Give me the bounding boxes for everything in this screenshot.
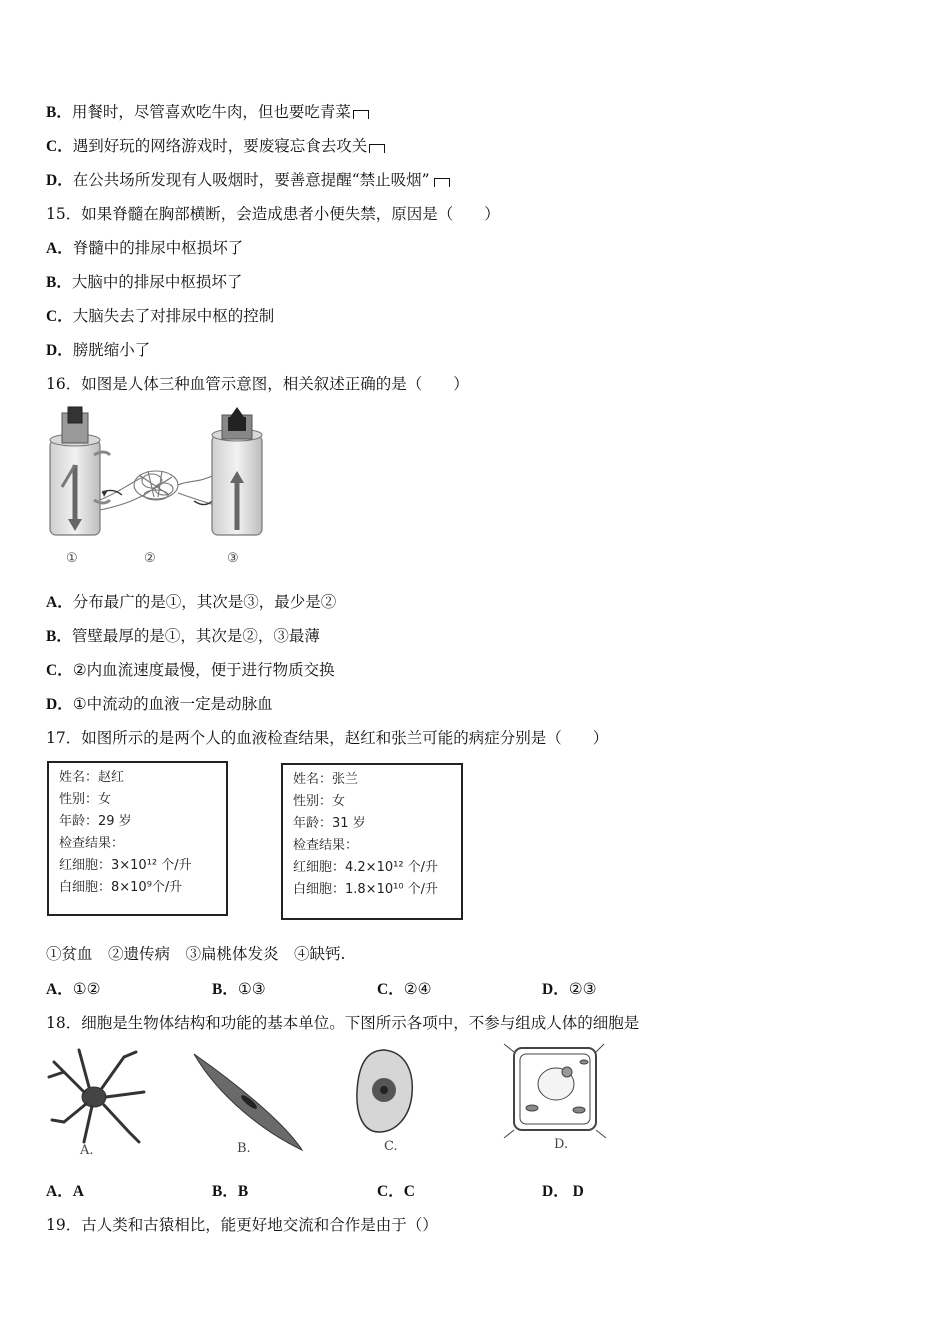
cell-label-b: B. bbox=[237, 1141, 251, 1156]
option-text: ①中流动的血液一定是动脉血 bbox=[72, 695, 273, 713]
option-label: D． bbox=[46, 342, 73, 359]
q14-option-c bbox=[46, 136, 385, 157]
option-label: B． bbox=[46, 104, 72, 121]
option-text: D bbox=[568, 1183, 584, 1200]
option-label: D． bbox=[542, 1183, 569, 1200]
q17-option-a bbox=[46, 979, 101, 1000]
blank-mark bbox=[434, 178, 450, 187]
report-rbc: 红细胞：3×10¹² 个/升 bbox=[59, 858, 192, 873]
q18-option-a bbox=[46, 1181, 84, 1202]
q16-option-c bbox=[46, 660, 335, 681]
report-name: 姓名：赵红 bbox=[59, 770, 125, 785]
q16-option-d bbox=[46, 694, 273, 715]
cell-label-d: D. bbox=[554, 1137, 569, 1152]
plant-cell-icon bbox=[504, 1044, 606, 1138]
figure-label-2: ② bbox=[144, 551, 156, 566]
option-label: B． bbox=[212, 1183, 238, 1200]
option-text: A bbox=[72, 1183, 84, 1200]
q18-option-d bbox=[542, 1181, 584, 1202]
option-text: B bbox=[237, 1183, 249, 1200]
round-cell-icon bbox=[357, 1050, 412, 1132]
neuron-cell-icon bbox=[49, 1050, 144, 1142]
q15-option-d bbox=[46, 340, 150, 361]
option-text: 管壁最厚的是①，其次是②，③最薄 bbox=[71, 627, 320, 645]
q16-stem: 16．如图是人体三种血管示意图，相关叙述正确的是（ ） bbox=[46, 375, 469, 393]
option-label: B． bbox=[212, 981, 238, 998]
option-label: C． bbox=[46, 138, 73, 155]
q18-option-b bbox=[212, 1181, 248, 1202]
option-text: 用餐时，尽管喜欢吃牛肉，但也要吃青菜 bbox=[71, 103, 351, 121]
report-result-heading: 检查结果： bbox=[59, 836, 125, 851]
option-label: A． bbox=[46, 240, 73, 257]
option-label: A． bbox=[46, 1183, 73, 1200]
option-text: 大脑中的排尿中枢损坏了 bbox=[71, 273, 243, 291]
report-sex: 性别：女 bbox=[59, 792, 112, 807]
cells-figure bbox=[44, 1042, 614, 1167]
option-label: D． bbox=[46, 696, 73, 713]
option-label: B． bbox=[46, 274, 72, 291]
option-label: C． bbox=[377, 1183, 404, 1200]
report-result-heading: 检查结果： bbox=[293, 838, 359, 853]
report-age: 年龄：29 岁 bbox=[59, 814, 132, 829]
q17-option-c bbox=[377, 979, 432, 1000]
q15-option-a bbox=[46, 238, 243, 259]
blank-mark bbox=[369, 144, 385, 153]
muscle-cell-icon bbox=[194, 1054, 302, 1150]
q19-stem: 19．古人类和古猿相比，能更好地交流和合作是由于（） bbox=[46, 1216, 438, 1234]
q17-stem: 17．如图所示的是两个人的血液检查结果，赵红和张兰可能的病症分别是（ ） bbox=[46, 729, 609, 747]
option-text: 脊髓中的排尿中枢损坏了 bbox=[72, 239, 244, 257]
option-label: C． bbox=[377, 981, 404, 998]
option-text: ②③ bbox=[568, 980, 597, 998]
q15-option-b bbox=[46, 272, 242, 293]
option-text: ②④ bbox=[403, 980, 432, 998]
q17-choices-line: ①贫血 ②遗传病 ③扁桃体发炎 ④缺钙. bbox=[46, 945, 346, 963]
vein-icon bbox=[212, 407, 262, 535]
option-text: 分布最广的是①，其次是③，最少是② bbox=[72, 593, 337, 611]
option-label: C． bbox=[46, 662, 73, 679]
q18-stem: 18．细胞是生物体结构和功能的基本单位。下图所示各项中，不参与组成人体的细胞是 bbox=[46, 1014, 640, 1032]
q15-option-c bbox=[46, 306, 274, 327]
option-label: D． bbox=[46, 172, 73, 189]
q14-option-d bbox=[46, 170, 450, 191]
option-text: 大脑失去了对排尿中枢的控制 bbox=[72, 307, 275, 325]
q14-option-b bbox=[46, 102, 369, 123]
artery-icon bbox=[50, 407, 110, 535]
q15-stem: 15．如果脊髓在胸部横断，会造成患者小便失禁，原因是（ ） bbox=[46, 205, 500, 223]
blood-report-card-zhaohong bbox=[47, 761, 228, 916]
q17-option-b bbox=[212, 979, 266, 1000]
blank-mark bbox=[353, 110, 369, 119]
report-rbc: 红细胞：4.2×10¹² 个/升 bbox=[293, 860, 439, 875]
option-text: 遇到好玩的网络游戏时，要废寝忘食去攻关 bbox=[72, 137, 368, 155]
option-label: A． bbox=[46, 594, 73, 611]
report-name: 姓名：张兰 bbox=[293, 772, 359, 787]
blood-report-card-zhanglan bbox=[281, 763, 463, 920]
option-text: ②内血流速度最慢，便于进行物质交换 bbox=[72, 661, 335, 679]
cell-label-c: C. bbox=[384, 1139, 398, 1154]
option-label: D． bbox=[542, 981, 569, 998]
cell-label-a: A. bbox=[80, 1143, 94, 1158]
option-text: 膀胱缩小了 bbox=[72, 341, 151, 359]
option-label: A． bbox=[46, 981, 73, 998]
capillary-icon bbox=[100, 471, 214, 510]
option-text: 在公共场所发现有人吸烟时，要善意提醒“禁止吸烟” bbox=[72, 171, 430, 189]
report-wbc: 白细胞：8×10⁹个/升 bbox=[59, 880, 183, 895]
q16-option-a bbox=[46, 592, 336, 613]
q17-option-d bbox=[542, 979, 597, 1000]
report-age: 年龄：31 岁 bbox=[293, 816, 366, 831]
option-text: C bbox=[403, 1183, 415, 1200]
q16-option-b bbox=[46, 626, 320, 647]
blood-vessels-figure bbox=[44, 405, 274, 570]
q18-option-c bbox=[377, 1181, 415, 1202]
option-text: ①③ bbox=[237, 980, 266, 998]
figure-label-3: ③ bbox=[227, 551, 239, 566]
figure-label-1: ① bbox=[66, 551, 78, 566]
option-text: ①② bbox=[72, 980, 101, 998]
option-label: C． bbox=[46, 308, 73, 325]
report-sex: 性别：女 bbox=[293, 794, 346, 809]
report-wbc: 白细胞：1.8×10¹⁰ 个/升 bbox=[293, 882, 439, 897]
option-label: B． bbox=[46, 628, 72, 645]
